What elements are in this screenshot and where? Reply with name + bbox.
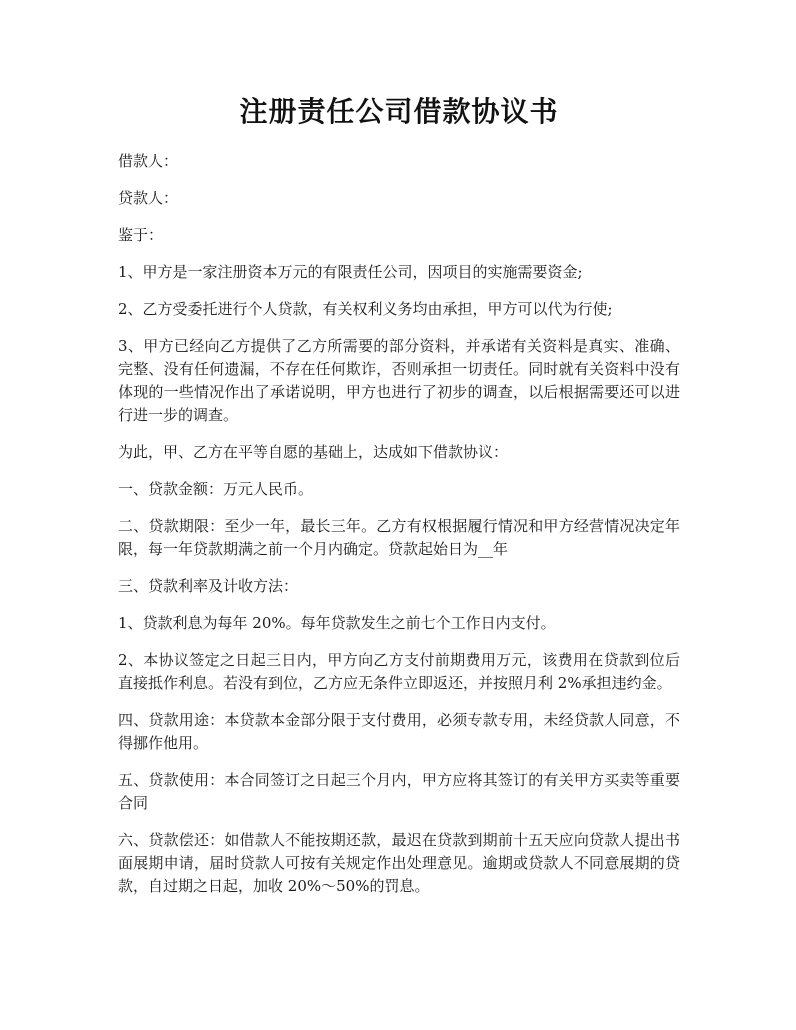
paragraph-agreement-intro: 为此，甲、乙方在平等自愿的基础上，达成如下借款协议： [118, 443, 509, 461]
paragraph-loan-purpose: 四、贷款用途：本贷款本金部分限于支付费用，必须专款专用，未经贷款人同意，不得挪作他用。 [118, 711, 680, 752]
paragraph-loan-usage: 五、贷款使用：本合同签订之日起三个月内，甲方应将其签订的有关甲方买卖等重要合同 [118, 771, 680, 812]
paragraph-interest-1: 1、贷款利息为每年 20%。每年贷款发生之前七个工作日内支付。 [118, 614, 556, 632]
paragraph-loan-repayment: 六、贷款偿还：如借款人不能按期还款，最迟在贷款到期前十五天应向贷款人提出书面展期申请，届时贷款人可按有关规定作出处理意见。逾期或贷款人不同意展期的贷款，自过期之日起，加收 20%～50%的罚息。 [118, 831, 680, 895]
paragraph-interest-2: 2、本协议签定之日起三日内，甲方向乙方支付前期费用万元，该费用在贷款到位后直接抵作利息。若没有到位，乙方应无条件立即返还，并按照月利 2%承担违约金。 [118, 651, 680, 692]
paragraph-interest-heading: 三、贷款利率及计收方法： [118, 577, 299, 595]
paragraph-borrower: 借款人： [118, 152, 179, 170]
paragraph-recital-1: 1、甲方是一家注册资本万元的有限责任公司，因项目的实施需要资金; [118, 263, 583, 281]
paragraph-loan-term: 二、贷款期限：至少一年，最长三年。乙方有权根据履行情况和甲方经营情况决定年限，每一年贷款期满之前一个月内确定。贷款起始日为__年 [118, 517, 680, 558]
paragraph-recital-3: 3、甲方已经向乙方提供了乙方所需要的部分资料，并承诺有关资料是真实、准确、完整、没有任何遗漏，不存在任何欺诈，否则承担一切责任。同时就有关资料中没有体现的一些情况作出了承诺说明，甲方也进行了初步的调查，以后根据需要还可以进行进一步的调查。 [118, 337, 680, 424]
paragraph-lender: 贷款人： [118, 189, 179, 207]
paragraph-loan-amount: 一、贷款金额：万元人民币。 [118, 480, 314, 498]
document-title: 注册责任公司借款协议书 [239, 95, 559, 128]
paragraph-recital-2: 2、乙方受委托进行个人贷款，有关权利义务均由承担，甲方可以代为行使; [118, 300, 613, 318]
paragraph-whereas: 鉴于： [118, 226, 164, 244]
